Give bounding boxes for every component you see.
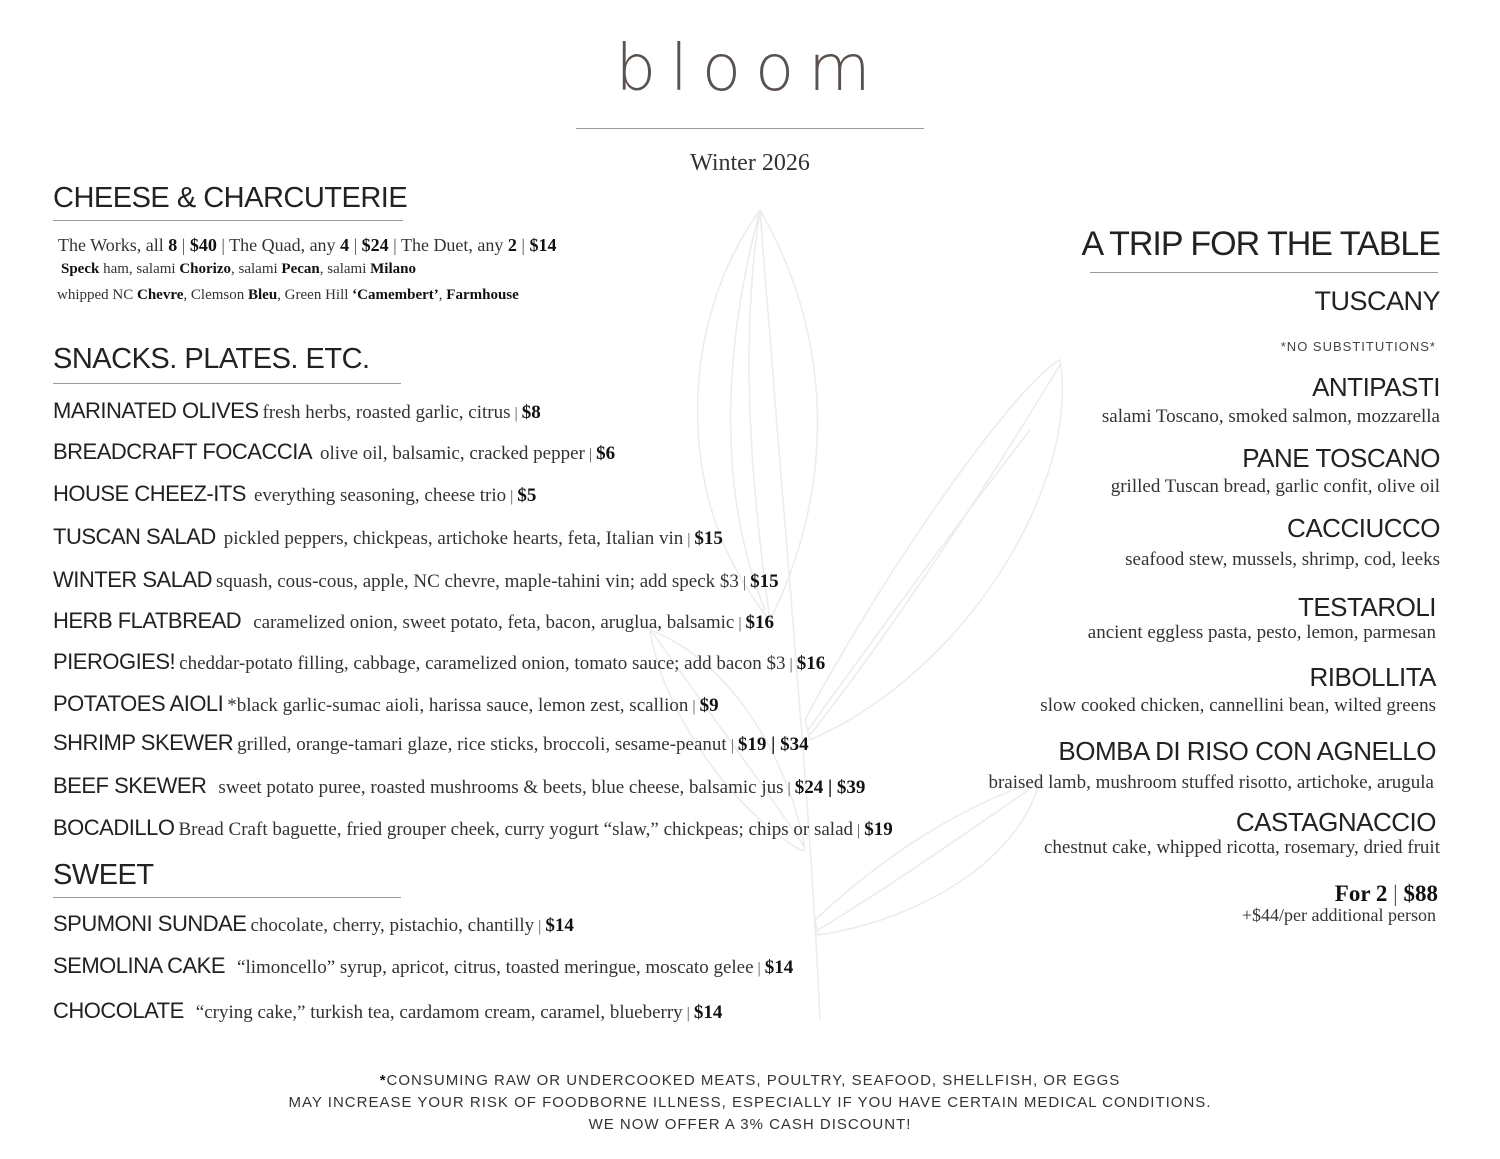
- restaurant-logo: bloom: [615, 32, 885, 106]
- footer-line-1: *CONSUMING RAW OR UNDERCOOKED MEATS, POULTRY, SEAFOOD, SHELLFISH, OR EGGS: [379, 1072, 1121, 1089]
- menu-season: Winter 2026: [690, 150, 810, 176]
- header-divider: [576, 128, 924, 129]
- course-name: ANTIPASTI: [1312, 372, 1440, 402]
- section-title-sweet: SWEET: [53, 859, 154, 891]
- no-substitutions-note: *NO SUBSTITUTIONS*: [1280, 339, 1436, 354]
- menu-item: POTATOES AIOLI *black garlic-sumac aioli, harissa sauce, lemon zest, scallion | $9: [53, 691, 719, 716]
- trip-region: TUSCANY: [1314, 286, 1440, 316]
- section-divider: [53, 383, 401, 384]
- section-divider: [1090, 272, 1438, 273]
- cheese-list: whipped NC Chevre, Clemson Bleu, Green Hill ‘Camembert’, Farmhouse: [57, 287, 519, 303]
- menu-item: SHRIMP SKEWER grilled, orange-tamari glaze, rice sticks, broccoli, sesame-peanut | $19 | $34: [53, 730, 809, 755]
- course-desc: grilled Tuscan bread, garlic confit, olive oil: [1110, 476, 1440, 497]
- course-desc: salami Toscano, smoked salmon, mozzarella: [1101, 406, 1440, 427]
- charcuterie-list: Speck ham, salami Chorizo, salami Pecan, salami Milano: [61, 261, 416, 277]
- menu-item: BREADCRAFT FOCACCIA olive oil, balsamic, cracked pepper | $6: [53, 439, 616, 464]
- section-title-trip: A TRIP FOR THE TABLE: [1081, 225, 1440, 263]
- menu-item: CHOCOLATE “crying cake,” turkish tea, cardamom cream, caramel, blueberry | $14: [53, 998, 723, 1023]
- course-name: PANE TOSCANO: [1242, 443, 1440, 473]
- course-name: TESTAROLI: [1297, 592, 1436, 622]
- section-title-snacks: SNACKS. PLATES. ETC.: [53, 343, 370, 375]
- footer-line-3: WE NOW OFFER A 3% CASH DISCOUNT!: [588, 1116, 912, 1133]
- footer-line-2: MAY INCREASE YOUR RISK OF FOODBORNE ILLNESS, ESPECIALLY IF YOU HAVE CERTAIN MEDICAL CONDITIONS.: [288, 1094, 1212, 1111]
- course-desc: chestnut cake, whipped ricotta, rosemary, dried fruit: [1043, 837, 1440, 858]
- menu-item: BEEF SKEWER sweet potato puree, roasted mushrooms & beets, blue cheese, balsamic jus | $24 | $39: [53, 773, 866, 798]
- menu-item: HOUSE CHEEZ-ITS everything seasoning, cheese trio | $5: [53, 481, 537, 506]
- menu-item: SPUMONI SUNDAE chocolate, cherry, pistachio, chantilly | $14: [53, 911, 574, 936]
- course-name: RIBOLLITA: [1309, 662, 1436, 692]
- menu-item: HERB FLATBREAD caramelized onion, sweet potato, feta, bacon, aruglua, balsamic | $16: [53, 608, 775, 633]
- course-desc: seafood stew, mussels, shrimp, cod, leeks: [1125, 549, 1440, 570]
- menu-item: BOCADILLO Bread Craft baguette, fried grouper cheek, curry yogurt “slaw,” chickpeas; chips or salad | $19: [53, 815, 893, 840]
- course-desc: ancient eggless pasta, pesto, lemon, parmesan: [1087, 622, 1436, 643]
- course-name: BOMBA DI RISO CON AGNELLO: [1058, 736, 1436, 766]
- menu-item: MARINATED OLIVES fresh herbs, roasted garlic, citrus | $8: [53, 398, 541, 423]
- section-divider: [53, 897, 401, 898]
- course-desc: braised lamb, mushroom stuffed risotto, artichoke, arugula: [988, 772, 1434, 793]
- menu-item: PIEROGIES! cheddar-potato filling, cabbage, caramelized onion, tomato sauce; add bacon $3 | $16: [53, 649, 826, 674]
- course-name: CACCIUCCO: [1287, 513, 1440, 543]
- course-name: CASTAGNACCIO: [1235, 807, 1436, 837]
- menu-item: TUSCAN SALAD pickled peppers, chickpeas, artichoke hearts, feta, Italian vin | $15: [53, 524, 723, 549]
- footer-disclaimer: [0, 1070, 1500, 1136]
- menu-item: SEMOLINA CAKE “limoncello” syrup, apricot, citrus, toasted meringue, moscato gelee | $14: [53, 953, 794, 978]
- section-divider: [53, 220, 403, 221]
- cheese-board-options: The Works, all 8 | $40 | The Quad, any 4 | $24 | The Duet, any 2 | $14: [58, 235, 557, 255]
- menu-item: WINTER SALAD squash, cous-cous, apple, NC chevre, maple-tahini vin; add speck $3 | $15: [53, 567, 779, 592]
- trip-price: For 2 | $88: [1334, 881, 1438, 906]
- course-desc: slow cooked chicken, cannellini bean, wilted greens: [1040, 695, 1436, 716]
- section-title-cheese: CHEESE & CHARCUTERIE: [53, 182, 408, 214]
- additional-person-price: +$44/per additional person: [1241, 905, 1436, 925]
